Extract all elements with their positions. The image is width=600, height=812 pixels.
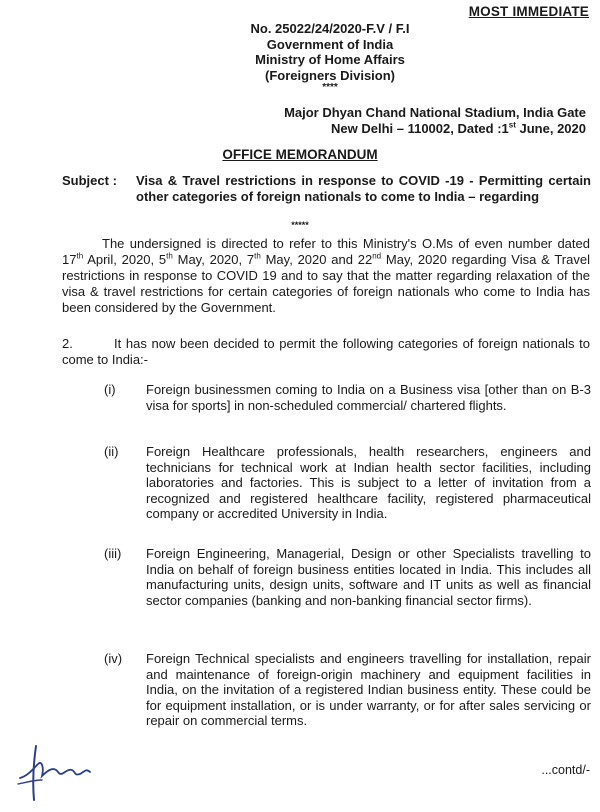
paragraph-1: The undersigned is directed to refer to this Ministry's O.Ms of even number dated 17th April, 2020, 5th May, 2020, 7th May, 2020 and 22nd May, 2020 regarding Visa & Travel restrictions in response to COVID 19 and to say that the matter regarding relaxation of the visa & travel restrictions for certain categories of foreign nationals who come to India has been considered by the Government. xyxy=(62,236,590,315)
ministry-name: Ministry of Home Affairs xyxy=(255,52,405,67)
item-number: (ii) xyxy=(104,444,119,459)
subject-label: Subject : xyxy=(62,173,117,188)
item-number: (iii) xyxy=(104,546,122,561)
address-block xyxy=(284,105,586,137)
item-text: Foreign Healthcare professionals, health researchers, engineers and technicians for technical work at Indian health sector facilities, including laboratories and factories. This is subject to a letter of invitation from a recognized and registered healthcare facility, registered pharmaceutical company or accredited University in India. xyxy=(146,444,591,521)
address-line-1: Major Dhyan Chand National Stadium, India Gate xyxy=(284,105,586,120)
address-line-2: New Delhi – 110002, Dated :1st June, 2020 xyxy=(331,120,586,136)
continued-note: ...contd/- xyxy=(541,763,590,777)
paragraph-2 xyxy=(62,336,590,368)
paragraph-2-text: It has now been decided to permit the following categories of foreign nationals to come to India:- xyxy=(62,336,590,367)
item-text: Foreign Technical specialists and engineers travelling for installation, repair and maintenance of foreign-origin machinery and equipment facilities in India, on the invitation of a registered Indian business entity. These could be for equipment installation, or is under warranty, or for after sales servicing or repair on commercial terms. xyxy=(146,651,591,728)
file-number: No. 25022/24/2020-F.V / F.I xyxy=(250,21,410,36)
paragraph-2-number: 2. xyxy=(62,336,73,351)
subject-text: Visa & Travel restrictions in response to COVID -19 - Permitting certain other categories of foreign nationals to come to India – regarding xyxy=(136,173,591,204)
subject-stars: ***** xyxy=(291,220,309,230)
memo-title: OFFICE MEMORANDUM xyxy=(222,147,378,162)
government-name: Government of India xyxy=(266,36,394,52)
signature-mark xyxy=(14,738,106,806)
item-text: Foreign businessmen coming to India on a Business visa [other than on B-3 visa for sports] in non-scheduled commercial/ chartered flights. xyxy=(146,382,591,413)
division-name: (Foreigners Division) xyxy=(264,67,396,83)
item-text: Foreign Engineering, Managerial, Design or other Specialists travelling to India on behalf of foreign business entities located in India. This includes all manufacturing units, design units, software and IT units as well as financial sector companies (banking and non-banking financial sector firms). xyxy=(146,546,591,608)
header-stars: **** xyxy=(322,82,338,93)
letterhead xyxy=(225,21,435,93)
item-number: (i) xyxy=(104,382,116,397)
item-number: (iv) xyxy=(104,651,123,666)
priority-label: MOST IMMEDIATE xyxy=(468,4,589,19)
